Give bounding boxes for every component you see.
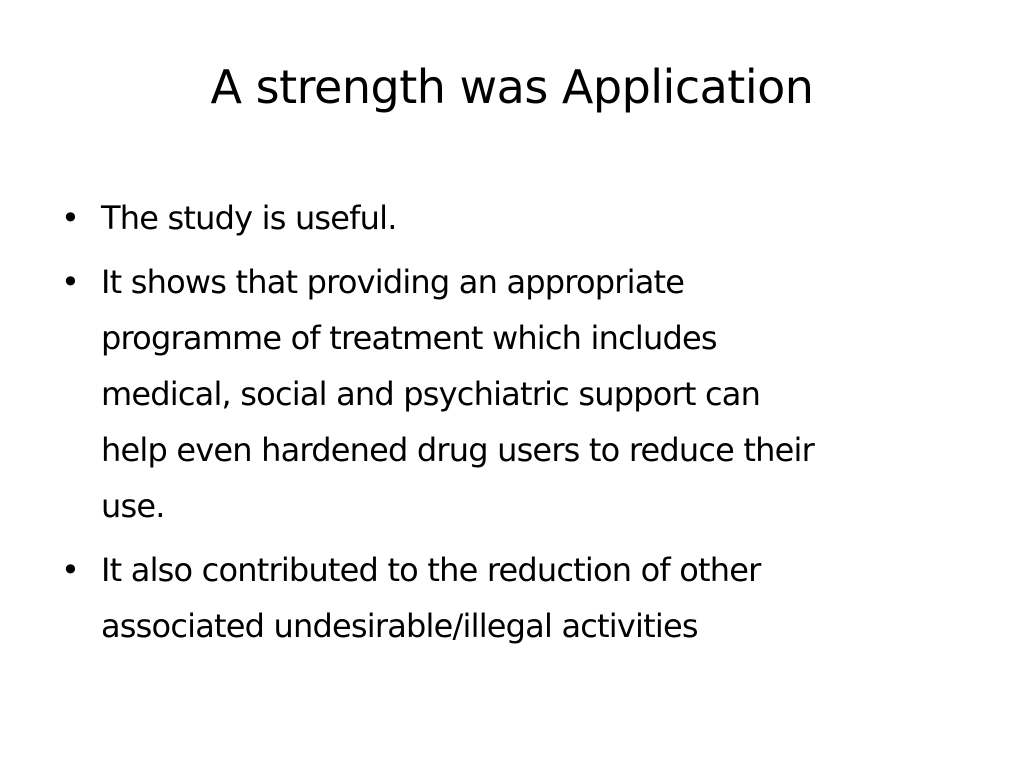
bullet-list [60,190,980,662]
bullet-point-icon: • [60,199,80,237]
bullet-text: It also contributed to the reduction of other associated undesirable/illegal activities [101,551,761,645]
bullet-item [60,254,980,534]
bullet-item [60,542,980,654]
bullet-text: The study is useful. [101,199,397,237]
slide-title: A strength was Application [210,60,814,114]
bullet-point-icon: • [60,551,80,589]
bullet-item [60,190,980,246]
bullet-text: It shows that providing an appropriate programme of treatment which includes medical, social and psychiatric support can help even hardened drug users to reduce their use. [101,263,814,525]
bullet-point-icon: • [60,263,80,301]
